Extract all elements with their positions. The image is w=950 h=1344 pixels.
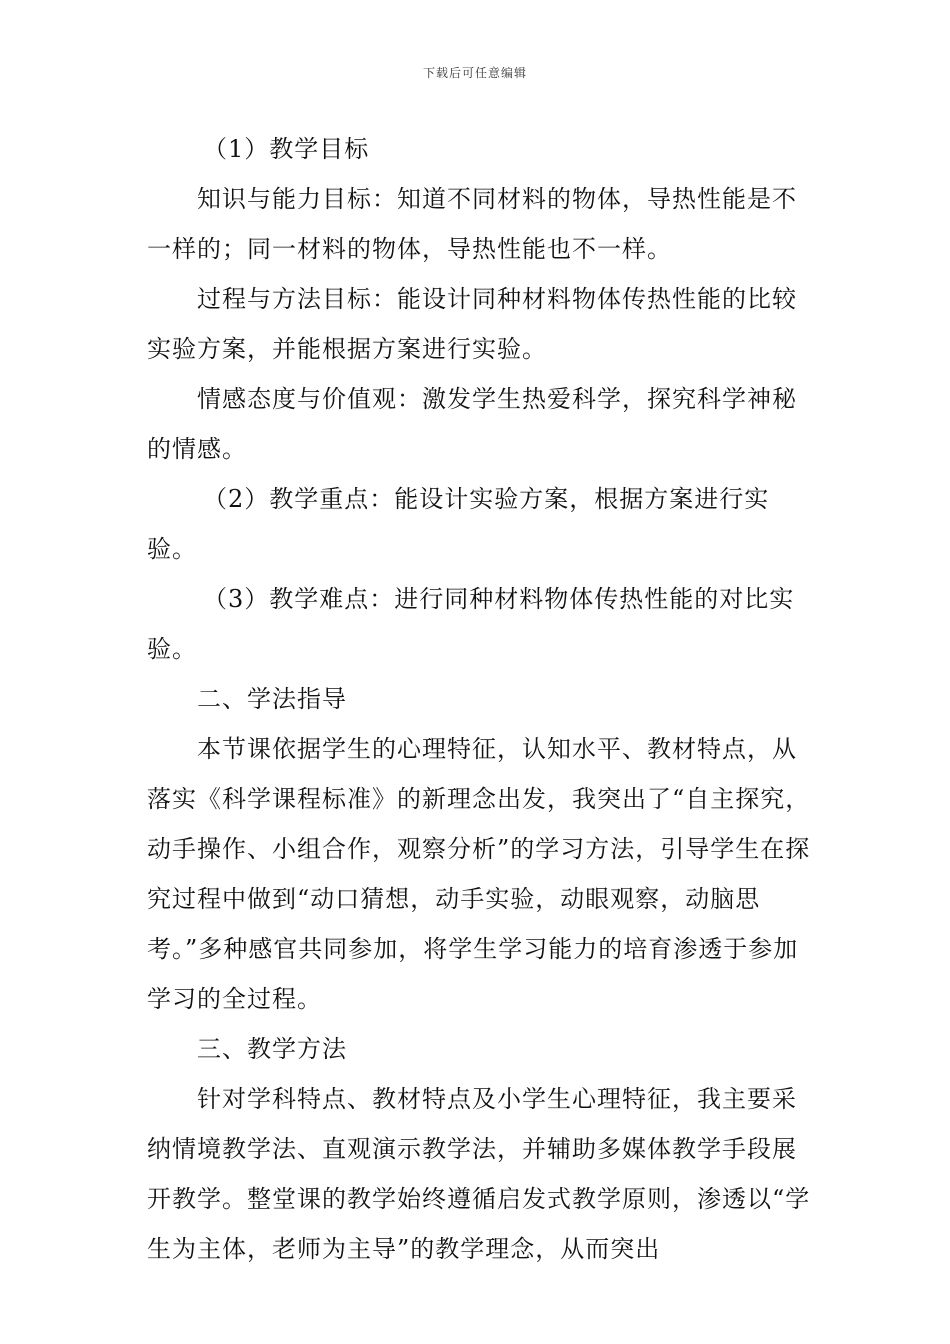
paragraph-teaching-difficulty: （3）教学难点：进行同种材料物体传热性能的对比实验。 (147, 585, 795, 663)
paragraph-teaching-goals-heading: （1）教学目标 (203, 135, 370, 163)
paragraph-study-guidance: 本节课依据学生的心理特征，认知水平、教材特点，从落实《科学课程标准》的新理念出发，我突出了“自主探究，动手操作、小组合作，观察分析”的学习方法，引导学生在探究过程中做到“动口猜想，动手实验，动眼观察，动脑思考。”多种感官共同参加，将学生学习能力的培育渗透于参加学习的全过程。 (147, 735, 811, 1013)
paragraph-knowledge-goal: 知识与能力目标：知道不同材料的物体，导热性能是不一样的；同一材料的物体，导热性能也不一样。 (147, 185, 797, 263)
paragraph-emotion-goal: 情感态度与价值观：激发学生热爱科学，探究科学神秘的情感。 (147, 385, 797, 463)
section-heading-study-guidance: 二、学法指导 (197, 685, 347, 713)
paragraph-teaching-focus: （2）教学重点：能设计实验方案，根据方案进行实验。 (147, 485, 770, 563)
document-body (147, 124, 812, 1274)
page-header-note: 下载后可任意编辑 (422, 66, 527, 80)
paragraph-teaching-methods: 针对学科特点、教材特点及小学生心理特征，我主要采纳情境教学法、直观演示教学法，并辅助多媒体教学手段展开教学。整堂课的教学始终遵循启发式教学原则，渗透以“学生为主体，老师为主导”的教学理念，从而突出 (147, 1085, 811, 1263)
paragraph-process-goal: 过程与方法目标：能设计同种材料物体传热性能的比较实验方案，并能根据方案进行实验。 (147, 285, 797, 363)
section-heading-teaching-methods: 三、教学方法 (197, 1035, 347, 1063)
